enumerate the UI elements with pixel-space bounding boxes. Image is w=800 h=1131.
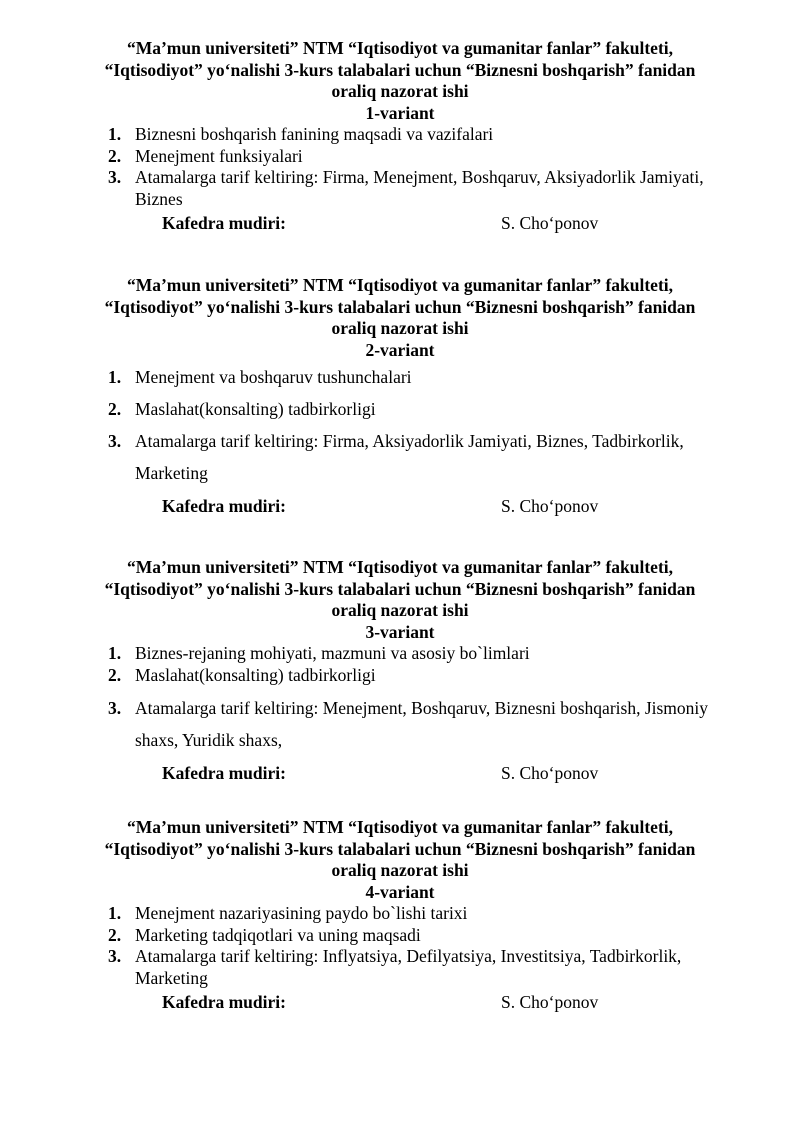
question-list-continued [0, 692, 800, 756]
question-text: Atamalarga tarif keltiring: Menejment, Boshqaruv, Biznesni boshqarish, Jismoniy shaxs, Yuridik shaxs, [135, 698, 709, 750]
exam-variant-2 [0, 275, 800, 519]
header-line-1: “Ma’mun universiteti” NTM “Iqtisodiyot va gumanitar fanlar” fakulteti, [126, 275, 674, 295]
question-item [0, 643, 800, 665]
signature-name: S. Cho‘ponov [501, 213, 599, 233]
question-number: 2. [108, 924, 122, 945]
question-number: 1. [108, 367, 122, 387]
question-number: 2. [108, 145, 122, 166]
variant-title: 2-variant [365, 339, 435, 360]
question-text: Menejment nazariyasining paydo bo`lishi tarixi [135, 903, 468, 923]
exam-variant-3 [0, 557, 800, 786]
header-line-2: “Iqtisodiyot” yo‘nalishi 3-kurs talabalari uchun “Biznesni boshqarish” fanidan [104, 578, 696, 599]
signature-line [0, 760, 800, 786]
question-text: Maslahat(konsalting) tadbirkorligi [135, 664, 376, 685]
question-item [0, 665, 800, 687]
question-text: Atamalarga tarif keltiring: Inflyatsiya, Defilyatsiya, Investitsiya, Tadbirkorlik, Marketing [135, 946, 682, 988]
signature-line [0, 989, 800, 1015]
question-item [0, 425, 800, 489]
question-text: Atamalarga tarif keltiring: Firma, Menejment, Boshqaruv, Aksiyadorlik Jamiyati, Biznes [135, 167, 704, 209]
header-line-2: “Iqtisodiyot” yo‘nalishi 3-kurs talabalari uchun “Biznesni boshqarish” fanidan [104, 59, 696, 80]
signature-label: Kafedra mudiri: [162, 992, 286, 1012]
header-line-3: oraliq nazorat ishi [331, 860, 469, 880]
question-text: Biznesni boshqarish fanining maqsadi va vazifalari [135, 124, 494, 144]
question-text: Menejment va boshqaruv tushunchalari [135, 367, 412, 387]
question-number: 1. [108, 903, 122, 923]
question-number: 2. [108, 399, 122, 419]
question-item [0, 146, 800, 168]
question-number: 3. [108, 431, 122, 451]
header-line-3: oraliq nazorat ishi [331, 600, 469, 620]
question-text: Marketing tadqiqotlari va uning maqsadi [135, 924, 421, 945]
header-line-3: oraliq nazorat ishi [331, 81, 469, 101]
header-line-1: “Ma’mun universiteti” NTM “Iqtisodiyot va gumanitar fanlar” fakulteti, [126, 817, 674, 837]
variant-title: 3-variant [365, 621, 435, 642]
question-text: Menejment funksiyalari [135, 145, 303, 166]
exam-variant-4 [0, 817, 800, 1015]
signature-label: Kafedra mudiri: [162, 763, 286, 783]
header-line-2: “Iqtisodiyot” yo‘nalishi 3-kurs talabalari uchun “Biznesni boshqarish” fanidan [104, 838, 696, 859]
signature-label: Kafedra mudiri: [162, 213, 286, 233]
question-list [0, 361, 800, 489]
question-number: 3. [108, 946, 122, 966]
signature-label: Kafedra mudiri: [162, 496, 286, 516]
signature-name: S. Cho‘ponov [501, 992, 599, 1012]
question-item [0, 692, 800, 756]
question-text: Biznes-rejaning mohiyati, mazmuni va asosiy bo`limlari [135, 643, 530, 663]
question-number: 1. [108, 643, 122, 663]
question-item [0, 946, 800, 989]
signature-line [0, 493, 800, 519]
question-text: Atamalarga tarif keltiring: Firma, Aksiyadorlik Jamiyati, Biznes, Tadbirkorlik, Marketing [135, 431, 684, 483]
header-line-2: “Iqtisodiyot” yo‘nalishi 3-kurs talabalari uchun “Biznesni boshqarish” fanidan [104, 296, 696, 317]
variant-title: 1-variant [365, 102, 435, 123]
variant-title: 4-variant [365, 881, 435, 902]
question-item [0, 124, 800, 146]
header-line-3: oraliq nazorat ishi [331, 318, 469, 338]
question-list [0, 903, 800, 989]
question-list [0, 124, 800, 210]
question-number: 2. [108, 664, 122, 685]
header-line-1: “Ma’mun universiteti” NTM “Iqtisodiyot va gumanitar fanlar” fakulteti, [126, 38, 674, 58]
question-number: 3. [108, 698, 122, 718]
signature-line [0, 210, 800, 236]
question-item [0, 361, 800, 393]
signature-name: S. Cho‘ponov [501, 496, 599, 516]
question-number: 3. [108, 167, 122, 187]
question-item [0, 903, 800, 925]
question-item [0, 393, 800, 425]
signature-name: S. Cho‘ponov [501, 763, 599, 783]
question-number: 1. [108, 124, 122, 144]
header-line-1: “Ma’mun universiteti” NTM “Iqtisodiyot va gumanitar fanlar” fakulteti, [126, 557, 674, 577]
exam-variant-1 [0, 38, 800, 236]
question-item [0, 925, 800, 947]
question-text: Maslahat(konsalting) tadbirkorligi [135, 399, 376, 419]
question-list [0, 643, 800, 686]
question-item [0, 167, 800, 210]
